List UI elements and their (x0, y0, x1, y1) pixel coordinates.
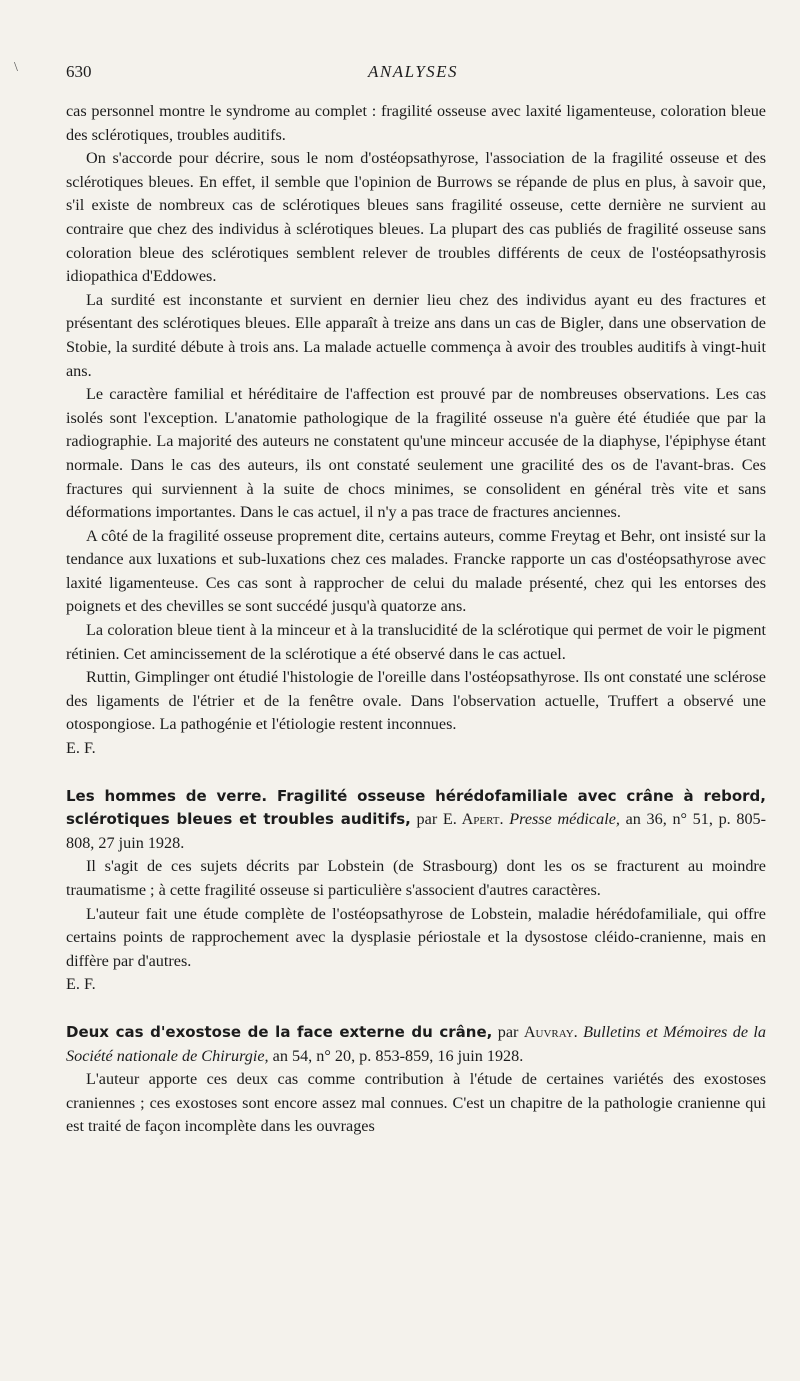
article-journal: Presse médicale, (509, 810, 620, 829)
paragraph: L'auteur apporte ces deux cas comme contribution à l'étude de certaines variétés des exostoses craniennes ; ces exostoses sont encore assez mal connues. C'est un chapitre de la pathologie cranienne qui est traité de façon incomplète dans les ouvrages (66, 1070, 766, 1136)
article-citation: an 54, n° 20, p. 853-859, 16 juin 1928. (272, 1046, 524, 1065)
paragraph: La surdité est inconstante et survient en dernier lieu chez des individus ayant eu des fractures et présentant des sclérotiques bleues. Elle apparaît à treize ans dans un cas de Bigler, dans une observation de Stobie, la surdité débute à trois ans. La malade actuelle commença à avoir des troubles auditifs à vingt-huit ans. (66, 290, 766, 380)
article-journal: Bulletins et Mémoires de la Société nationale de Chirurgie, (66, 1022, 767, 1065)
article-apert (66, 785, 766, 997)
article-title: Deux cas d'exostose de la face externe du crâne, (66, 1022, 493, 1041)
signature: E. F. (66, 975, 96, 994)
signature: E. F. (66, 739, 96, 758)
paragraph: L'auteur fait une étude complète de l'ostéopsathyrose de Lobstein, maladie hérédofamiliale, qui offre certains points de rapprochement avec la dysplasie périostale et la dysostose cléido-cranienne, mais en diffère par d'autres. (66, 904, 766, 970)
article-author: Auvray. (523, 1022, 578, 1041)
paragraph: Il s'agit de ces sujets décrits par Lobstein (de Strasbourg) dont les os se fracturent au moindre traumatisme ; à cette fragilité osseuse si particulière s'associent d'autres caractères. (66, 857, 766, 899)
margin-mark: \ (14, 60, 18, 75)
article-author: E. Apert. (442, 810, 504, 829)
page-header (66, 62, 760, 86)
article-heading (66, 1021, 766, 1068)
paragraph: On s'accorde pour décrire, sous le nom d'ostéopsathyrose, l'association de la fragilité osseuse et des sclérotiques bleues. En effet, il semble que l'opinion de Burrows se répande de plus en plus, à savoir que, s'il existe de nombreux cas de sclérotiques bleues sans fragilité osseuse, cette dernière ne survient au contraire que chez des individus à sclérotiques bleues. La plupart des cas publiés de fragilité osseuse sans coloration bleue des sclérotiques semblent relever de troubles différents de ceux de l'ostéopsathyrosis idiopathica d'Eddowes. (66, 149, 766, 286)
paragraph: cas personnel montre le syndrome au complet : fragilité osseuse avec laxité ligamenteuse, coloration bleue des sclérotiques, troubles auditifs. (66, 102, 766, 144)
article-title: Les hommes de verre. Fragilité osseuse hérédofamiliale avec crâne à rebord, sclérotiques bleues et troubles auditifs, (66, 786, 766, 829)
paragraph: La coloration bleue tient à la minceur et à la translucidité de la sclérotique qui permet de voir le pigment rétinien. Cet amincissement de la sclérotique a été observé dans le cas actuel. (66, 621, 766, 663)
page-body (66, 100, 766, 1139)
running-title: ANALYSES (367, 62, 459, 81)
article-by: par (497, 1022, 519, 1041)
article-citation: an 36, n° 51, p. 805-808, 27 juin 1928. (66, 810, 767, 852)
paragraph: Le caractère familial et héréditaire de l'affection est prouvé par de nombreuses observations. Les cas isolés sont l'exception. L'anatomie pathologique de la fragilité osseuse n'a guère été étudiée que par la radiographie. La majorité des auteurs ne constatent qu'une minceur accusée de la diaphyse, l'épiphyse étant normale. Dans le cas des auteurs, ils ont constaté seulement une gracilité des os de l'avant-bras. Ces fractures qui surviennent à la suite de chocs minimes, se consolident en général très vite et sans déformations importantes. Dans le cas actuel, il n'y a pas trace de fractures anciennes. (66, 385, 766, 522)
paragraph: A côté de la fragilité osseuse proprement dite, certains auteurs, comme Freytag et Behr, ont insisté sur la tendance aux luxations et sub-luxations chez ces malades. Francke rapporte un cas d'ostéopsathyrose avec laxité ligamenteuse. Ces cas sont à rapprocher de celui du malade présenté, chez qui les entorses des poignets et des chevilles se sont succédé jusqu'à quatorze ans. (66, 526, 766, 616)
article-by: par (416, 810, 438, 829)
page-number: 630 (66, 62, 92, 81)
paragraph: Ruttin, Gimplinger ont étudié l'histologie de l'oreille dans l'ostéopsathyrose. Ils ont constaté une sclérose des ligaments de l'étrier et de la fenêtre ovale. Dans l'observation actuelle, Truffert a observé une otospongiose. La pathogénie et l'étiologie restent inconnues. (66, 668, 766, 734)
article-heading (66, 785, 766, 856)
article-auvray (66, 1021, 766, 1139)
